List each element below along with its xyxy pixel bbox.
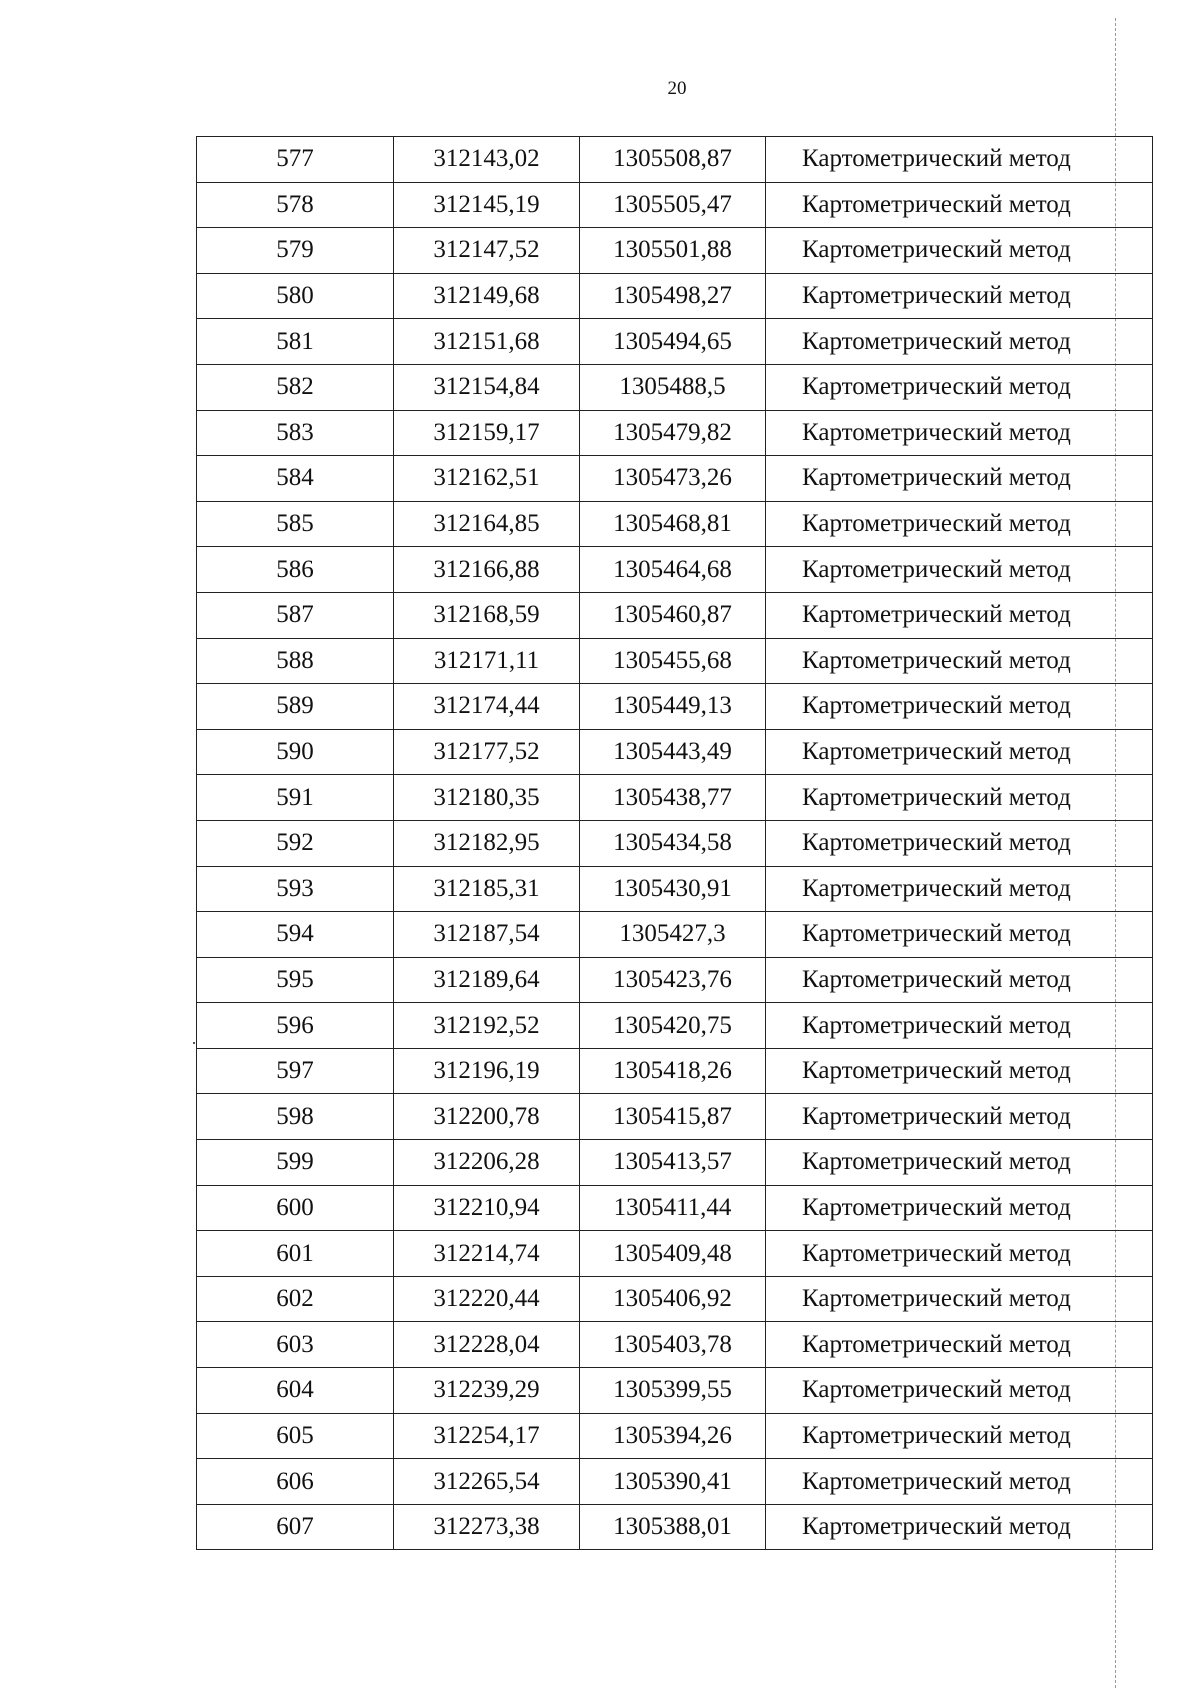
method-cell: Картометрический метод — [766, 729, 1153, 775]
y-coordinate-cell: 1305468,81 — [580, 501, 766, 547]
y-coordinate-cell: 1305443,49 — [580, 729, 766, 775]
table-row — [197, 866, 1153, 912]
table-row — [197, 182, 1153, 228]
method-cell: Картометрический метод — [766, 1048, 1153, 1094]
x-coordinate-cell: 312151,68 — [394, 319, 580, 365]
point-number-cell: 599 — [197, 1140, 394, 1186]
y-coordinate-cell: 1305390,41 — [580, 1459, 766, 1505]
y-coordinate-cell: 1305411,44 — [580, 1185, 766, 1231]
method-cell: Картометрический метод — [766, 1368, 1153, 1414]
table-row — [197, 364, 1153, 410]
x-coordinate-cell: 312214,74 — [394, 1231, 580, 1277]
y-coordinate-cell: 1305427,3 — [580, 912, 766, 958]
table-row — [197, 137, 1153, 183]
point-number-cell: 596 — [197, 1003, 394, 1049]
x-coordinate-cell: 312143,02 — [394, 137, 580, 183]
x-coordinate-cell: 312174,44 — [394, 684, 580, 730]
scan-speck — [193, 1042, 195, 1044]
point-number-cell: 583 — [197, 410, 394, 456]
table-row — [197, 501, 1153, 547]
point-number-cell: 581 — [197, 319, 394, 365]
x-coordinate-cell: 312149,68 — [394, 273, 580, 319]
table-row — [197, 1413, 1153, 1459]
table-row — [197, 456, 1153, 502]
method-cell: Картометрический метод — [766, 1140, 1153, 1186]
point-number-cell: 577 — [197, 137, 394, 183]
point-number-cell: 591 — [197, 775, 394, 821]
x-coordinate-cell: 312154,84 — [394, 364, 580, 410]
y-coordinate-cell: 1305423,76 — [580, 957, 766, 1003]
method-cell: Картометрический метод — [766, 319, 1153, 365]
y-coordinate-cell: 1305406,92 — [580, 1276, 766, 1322]
point-number-cell: 580 — [197, 273, 394, 319]
y-coordinate-cell: 1305413,57 — [580, 1140, 766, 1186]
x-coordinate-cell: 312159,17 — [394, 410, 580, 456]
method-cell: Картометрический метод — [766, 684, 1153, 730]
y-coordinate-cell: 1305409,48 — [580, 1231, 766, 1277]
point-number-cell: 582 — [197, 364, 394, 410]
table-row — [197, 1276, 1153, 1322]
table-row — [197, 729, 1153, 775]
y-coordinate-cell: 1305449,13 — [580, 684, 766, 730]
y-coordinate-cell: 1305399,55 — [580, 1368, 766, 1414]
table-row — [197, 957, 1153, 1003]
table-row — [197, 1231, 1153, 1277]
y-coordinate-cell: 1305388,01 — [580, 1504, 766, 1550]
method-cell: Картометрический метод — [766, 1094, 1153, 1140]
table-row — [197, 1003, 1153, 1049]
point-number-cell: 578 — [197, 182, 394, 228]
y-coordinate-cell: 1305415,87 — [580, 1094, 766, 1140]
y-coordinate-cell: 1305418,26 — [580, 1048, 766, 1094]
x-coordinate-cell: 312177,52 — [394, 729, 580, 775]
method-cell: Картометрический метод — [766, 1459, 1153, 1505]
y-coordinate-cell: 1305494,65 — [580, 319, 766, 365]
table-row — [197, 228, 1153, 274]
method-cell: Картометрический метод — [766, 1276, 1153, 1322]
method-cell: Картометрический метод — [766, 547, 1153, 593]
y-coordinate-cell: 1305473,26 — [580, 456, 766, 502]
method-cell: Картометрический метод — [766, 775, 1153, 821]
method-cell: Картометрический метод — [766, 912, 1153, 958]
table-row — [197, 684, 1153, 730]
point-number-cell: 595 — [197, 957, 394, 1003]
table-row — [197, 1459, 1153, 1505]
point-number-cell: 584 — [197, 456, 394, 502]
table-row — [197, 1185, 1153, 1231]
y-coordinate-cell: 1305479,82 — [580, 410, 766, 456]
x-coordinate-cell: 312164,85 — [394, 501, 580, 547]
x-coordinate-cell: 312206,28 — [394, 1140, 580, 1186]
y-coordinate-cell: 1305498,27 — [580, 273, 766, 319]
x-coordinate-cell: 312228,04 — [394, 1322, 580, 1368]
y-coordinate-cell: 1305430,91 — [580, 866, 766, 912]
method-cell: Картометрический метод — [766, 273, 1153, 319]
point-number-cell: 602 — [197, 1276, 394, 1322]
method-cell: Картометрический метод — [766, 638, 1153, 684]
x-coordinate-cell: 312200,78 — [394, 1094, 580, 1140]
x-coordinate-cell: 312162,51 — [394, 456, 580, 502]
x-coordinate-cell: 312192,52 — [394, 1003, 580, 1049]
method-cell: Картометрический метод — [766, 1413, 1153, 1459]
method-cell: Картометрический метод — [766, 182, 1153, 228]
point-number-cell: 605 — [197, 1413, 394, 1459]
method-cell: Картометрический метод — [766, 1504, 1153, 1550]
method-cell: Картометрический метод — [766, 820, 1153, 866]
point-number-cell: 587 — [197, 592, 394, 638]
y-coordinate-cell: 1305455,68 — [580, 638, 766, 684]
x-coordinate-cell: 312187,54 — [394, 912, 580, 958]
table-row — [197, 638, 1153, 684]
point-number-cell: 594 — [197, 912, 394, 958]
method-cell: Картометрический метод — [766, 456, 1153, 502]
point-number-cell: 588 — [197, 638, 394, 684]
point-number-cell: 598 — [197, 1094, 394, 1140]
point-number-cell: 604 — [197, 1368, 394, 1414]
y-coordinate-cell: 1305438,77 — [580, 775, 766, 821]
table-row — [197, 273, 1153, 319]
x-coordinate-cell: 312220,44 — [394, 1276, 580, 1322]
method-cell: Картометрический метод — [766, 501, 1153, 547]
y-coordinate-cell: 1305394,26 — [580, 1413, 766, 1459]
method-cell: Картометрический метод — [766, 866, 1153, 912]
y-coordinate-cell: 1305434,58 — [580, 820, 766, 866]
method-cell: Картометрический метод — [766, 1322, 1153, 1368]
y-coordinate-cell: 1305420,75 — [580, 1003, 766, 1049]
point-number-cell: 607 — [197, 1504, 394, 1550]
table-row — [197, 820, 1153, 866]
point-number-cell: 600 — [197, 1185, 394, 1231]
x-coordinate-cell: 312171,11 — [394, 638, 580, 684]
point-number-cell: 592 — [197, 820, 394, 866]
method-cell: Картометрический метод — [766, 137, 1153, 183]
table-row — [197, 1140, 1153, 1186]
table-row — [197, 1094, 1153, 1140]
x-coordinate-cell: 312168,59 — [394, 592, 580, 638]
method-cell: Картометрический метод — [766, 957, 1153, 1003]
y-coordinate-cell: 1305501,88 — [580, 228, 766, 274]
method-cell: Картометрический метод — [766, 1003, 1153, 1049]
table-row — [197, 410, 1153, 456]
table-row — [197, 592, 1153, 638]
point-number-cell: 589 — [197, 684, 394, 730]
coordinates-table — [196, 136, 1153, 1550]
x-coordinate-cell: 312254,17 — [394, 1413, 580, 1459]
point-number-cell: 597 — [197, 1048, 394, 1094]
table-row — [197, 319, 1153, 365]
method-cell: Картометрический метод — [766, 228, 1153, 274]
table-row — [197, 1048, 1153, 1094]
x-coordinate-cell: 312182,95 — [394, 820, 580, 866]
method-cell: Картометрический метод — [766, 410, 1153, 456]
point-number-cell: 601 — [197, 1231, 394, 1277]
y-coordinate-cell: 1305464,68 — [580, 547, 766, 593]
point-number-cell: 593 — [197, 866, 394, 912]
point-number-cell: 585 — [197, 501, 394, 547]
x-coordinate-cell: 312180,35 — [394, 775, 580, 821]
method-cell: Картометрический метод — [766, 592, 1153, 638]
coordinates-table-body — [197, 137, 1153, 1550]
x-coordinate-cell: 312210,94 — [394, 1185, 580, 1231]
page-number: 20 — [667, 78, 687, 99]
table-row — [197, 775, 1153, 821]
x-coordinate-cell: 312196,19 — [394, 1048, 580, 1094]
y-coordinate-cell: 1305403,78 — [580, 1322, 766, 1368]
point-number-cell: 603 — [197, 1322, 394, 1368]
x-coordinate-cell: 312166,88 — [394, 547, 580, 593]
point-number-cell: 606 — [197, 1459, 394, 1505]
y-coordinate-cell: 1305508,87 — [580, 137, 766, 183]
y-coordinate-cell: 1305488,5 — [580, 364, 766, 410]
y-coordinate-cell: 1305505,47 — [580, 182, 766, 228]
x-coordinate-cell: 312189,64 — [394, 957, 580, 1003]
point-number-cell: 590 — [197, 729, 394, 775]
method-cell: Картометрический метод — [766, 1231, 1153, 1277]
x-coordinate-cell: 312265,54 — [394, 1459, 580, 1505]
x-coordinate-cell: 312147,52 — [394, 228, 580, 274]
table-row — [197, 1368, 1153, 1414]
x-coordinate-cell: 312145,19 — [394, 182, 580, 228]
x-coordinate-cell: 312185,31 — [394, 866, 580, 912]
table-row — [197, 1504, 1153, 1550]
x-coordinate-cell: 312239,29 — [394, 1368, 580, 1414]
y-coordinate-cell: 1305460,87 — [580, 592, 766, 638]
point-number-cell: 586 — [197, 547, 394, 593]
table-row — [197, 912, 1153, 958]
x-coordinate-cell: 312273,38 — [394, 1504, 580, 1550]
method-cell: Картометрический метод — [766, 1185, 1153, 1231]
point-number-cell: 579 — [197, 228, 394, 274]
method-cell: Картометрический метод — [766, 364, 1153, 410]
table-row — [197, 547, 1153, 593]
table-row — [197, 1322, 1153, 1368]
